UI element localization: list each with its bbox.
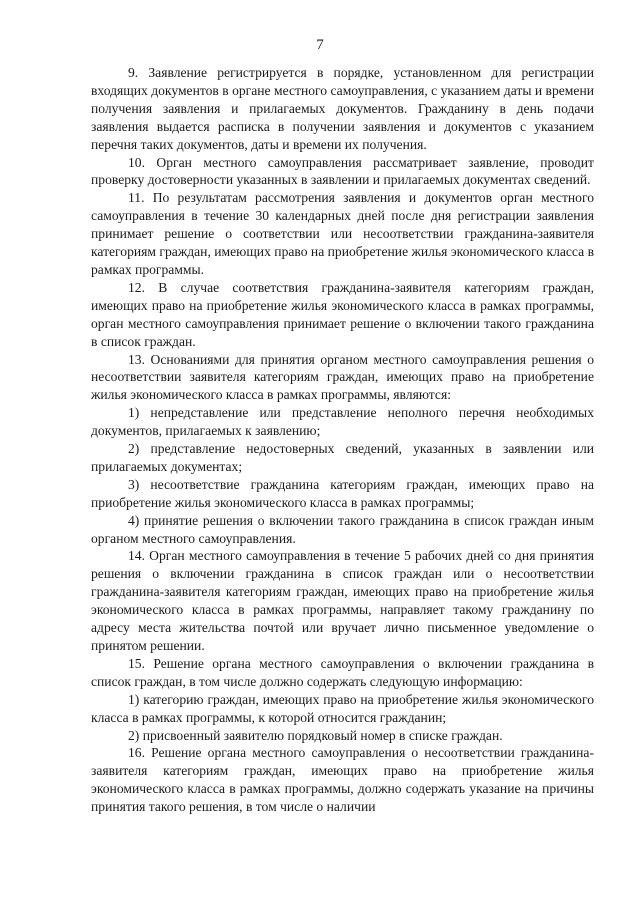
paragraph-15-item-2: 2) присвоенный заявителю порядковый номер в списке граждан. [128, 727, 503, 743]
document-body [91, 64, 594, 816]
paragraph-10: 10. Орган местного самоуправления рассматривает заявление, проводит проверку достоверности указанных в заявлении и прилагаемых документах сведений. [91, 154, 594, 188]
paragraph-9: 9. Заявление регистрируется в порядке, установленном для регистрации входящих документов в органе местного самоуправления, с указанием даты и времени получения заявления и прилагаемых документов. Гражданину в день подачи заявления выдается расписка в получении заявления и документов с указанием перечня таких документов, даты и времени их получения. [91, 65, 594, 152]
paragraph-13-item-1: 1) непредставление или представление неполного перечня необходимых документов, прилагаемых к заявлению; [91, 405, 594, 439]
paragraph-12: 12. В случае соответствия гражданина-заявителя категориям граждан, имеющих право на приобретение жилья экономического класса в рамках программы, орган местного самоуправления принимает решение о включении такого гражданина в список граждан. [91, 279, 594, 349]
paragraph-13: 13. Основаниями для принятия органом местного самоуправления решения о несоответствии заявителя категориям граждан, имеющих право на приобретение жилья экономического класса в рамках программы, являются: [91, 351, 594, 403]
paragraph-13-item-4: 4) принятие решения о включении такого гражданина в список граждан иным органом местного самоуправления. [91, 512, 594, 546]
paragraph-13-item-3: 3) несоответствие гражданина категориям граждан, имеющих право на приобретение жилья экономического класса в рамках программы; [91, 476, 594, 510]
paragraph-15: 15. Решение органа местного самоуправления о включении гражданина в список граждан, в том числе должно содержать следующую информацию: [91, 655, 594, 689]
paragraph-16: 16. Решение органа местного самоуправления о несоответствии гражданина-заявителя категориям граждан, имеющих право на приобретение жилья экономического класса в рамках программы, должно содержать указание на причины принятия такого решения, в том числе о наличии [91, 745, 594, 815]
paragraph-13-item-2: 2) представление недостоверных сведений, указанных в заявлении или прилагаемых документах; [91, 441, 594, 474]
paragraph-11: 11. По результатам рассмотрения заявления и документов орган местного самоуправления в течение 30 календарных дней после дня регистрации заявления принимает решение о соответствии или несоответствии гражданина-заявителя категориям граждан, имеющих право на приобретение жилья экономического класса в рамках программы. [91, 190, 594, 277]
paragraph-15-item-1: 1) категорию граждан, имеющих право на приобретение жилья экономического класса в рамках программы, к которой относится гражданин; [91, 691, 594, 725]
paragraph-14: 14. Орган местного самоуправления в течение 5 рабочих дней со дня принятия решения о включении гражданина в список граждан или о несоответствии гражданина-заявителя категориям граждан, имеющих право на приобретение жилья экономического класса в рамках программы, направляет такому гражданину по адресу места жительства почтой или вручает лично письменное уведомление о принятом решении. [91, 548, 594, 653]
page-number: 7 [316, 37, 324, 53]
